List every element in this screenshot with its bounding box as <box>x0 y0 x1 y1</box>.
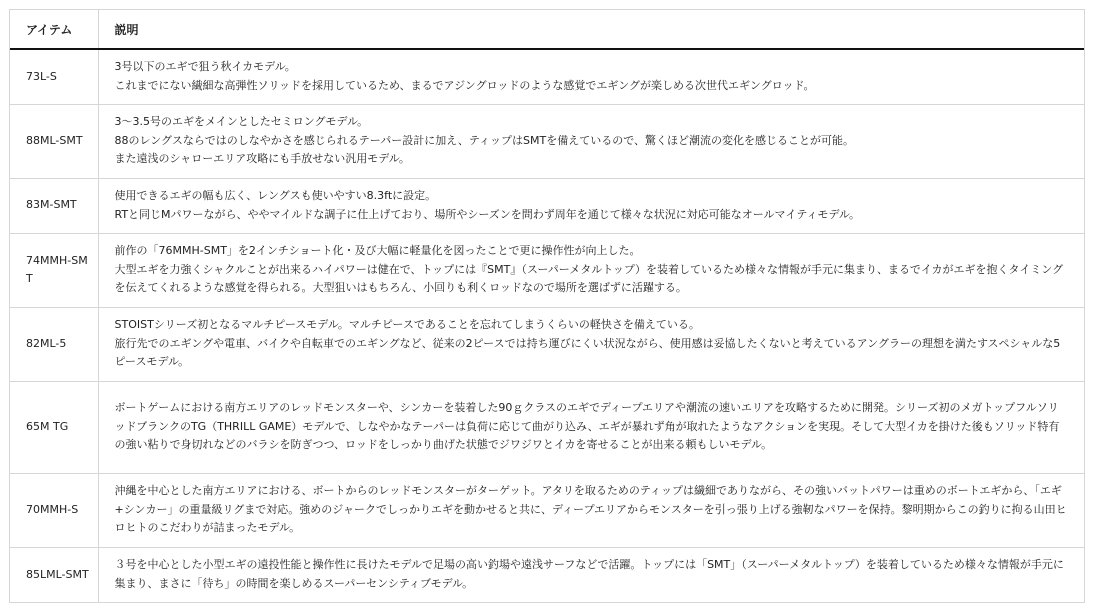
table-row <box>10 381 1084 473</box>
table-row <box>10 178 1084 233</box>
item-name: 88ML-SMT <box>10 104 98 178</box>
item-description <box>98 233 1084 307</box>
item-description <box>98 307 1084 381</box>
description-line: 旅行先でのエギングや電車、バイクや自転車でのエギングなど、従来の2ピースでは持ち運びにくい状況ながら、使用感は妥協したくないと考えているアングラーの理想を満たすスペシャルな5ピースモデル。 <box>114 336 1061 369</box>
item-name: 65M TG <box>10 381 98 473</box>
header-description: 説明 <box>98 10 1084 49</box>
description-line: 大型エギを力強くシャクルことが出来るハイパワーは健在で、トップには『SMT』（スーパーメタルトップ）を装着しているため様々な情報が手元に集まり、まるでイカがエギを抱くタイミングを伝えてくれるような感覚を得られる。大型狙いはもちろん、小回りも利くロッドなので場所を選ばずに活躍する。 <box>114 262 1064 295</box>
table-header-row <box>10 10 1084 49</box>
description-line: これまでにない繊細な高弾性ソリッドを採用しているため、まるでアジングロッドのような感覚でエギングが楽しめる次世代エギングロッド。 <box>114 78 815 92</box>
table-row <box>10 547 1084 602</box>
item-description <box>98 473 1084 547</box>
item-description <box>98 104 1084 178</box>
table-row <box>10 233 1084 307</box>
item-name: 85LML-SMT <box>10 547 98 602</box>
item-name: 70MMH-S <box>10 473 98 547</box>
item-description <box>98 547 1084 602</box>
description-line: 3号以下のエギで狙う秋イカモデル。 <box>114 60 296 74</box>
table-row <box>10 307 1084 381</box>
table-row <box>10 104 1084 178</box>
description-line: 使用できるエギの幅も広く、レングスも使いやすい8.3ftに設定。 <box>114 189 437 202</box>
description-line: STOISTシリーズ初となるマルチピースモデル。マルチピースであることを忘れてしまうくらいの軽快さを備えている。 <box>114 318 700 332</box>
spec-table-container <box>9 9 1085 603</box>
item-name: 73L-S <box>10 49 98 104</box>
table-row <box>10 473 1084 547</box>
description-line: また遠浅のシャローエリア攻略にも手放せない汎用モデル。 <box>114 152 410 166</box>
item-name: 82ML-5 <box>10 307 98 381</box>
description-line: RTと同じMパワーながら、ややマイルドな調子に仕上げており、場所やシーズンを問わず周年を通じて様々な状況に対応可能なオールマイティモデル。 <box>114 207 861 221</box>
item-description <box>98 49 1084 104</box>
spec-table <box>10 10 1084 602</box>
table-row <box>10 49 1084 104</box>
description-line: ボートゲームにおける南方エリアのレッドモンスターや、シンカーを装着した90ｇクラスのエギでディープエリアや潮流の速いエリアを攻略するために開発。シリーズ初のメガトップフルソリッドブランクのTG（THRILL GAME）モデルで、しなやかなテーパーは負荷に応じて曲がり込み、エギが暴れず角が取れたようなアクションを実現。そして大型イカを掛けた後もソリッド特有の強い粘りで身切れなどのバラシを防ぎつつ、ロッドをしっかり曲げた状態でジワジワとイカを寄せることが出来る頼もしいモデル。 <box>114 401 1060 452</box>
description-line: 沖縄を中心とした南方エリアにおける、ボートからのレッドモンスターがターゲット。アタリを取るためのティップは繊細でありながら、その強いバットパワーは重めのボートエギから、「エギ+シンカー」の重量級リグまで対応。強めのジャークでしっかりエギを動かせると共に、ディープエリアからモンスターを引っ張り上げる強靭なパワーを保持。黎明期からこの釣りに拘る山田ヒロヒトのこだわりが詰まったモデル。 <box>114 484 1067 535</box>
item-name: 74MMH-SMT <box>10 233 98 307</box>
description-line: 前作の「76MMH-SMT」を2インチショート化・及び大幅に軽量化を図ったことで更に操作性が向上した。 <box>114 244 641 258</box>
item-description <box>98 381 1084 473</box>
item-description <box>98 178 1084 233</box>
description-line: 3〜3.5号のエギをメインとしたセミロングモデル。 <box>114 115 369 129</box>
header-item: アイテム <box>10 10 98 49</box>
description-line: 88のレングスならではのしなやかさを感じられるテーパー設計に加え、ティップはSMTを備えているので、驚くほど潮流の変化を感じることが可能。 <box>114 133 854 147</box>
item-name: 83M-SMT <box>10 178 98 233</box>
description-line: ３号を中心とした小型エギの遠投性能と操作性に長けたモデルで足場の高い釣場や遠浅サーフなどで活躍。トップには「SMT」（スーパーメタルトップ）を装着しているため様々な情報が手元に集まり、まさに「待ち」の時間を楽しめるスーパーセンシティブモデル。 <box>114 558 1064 590</box>
